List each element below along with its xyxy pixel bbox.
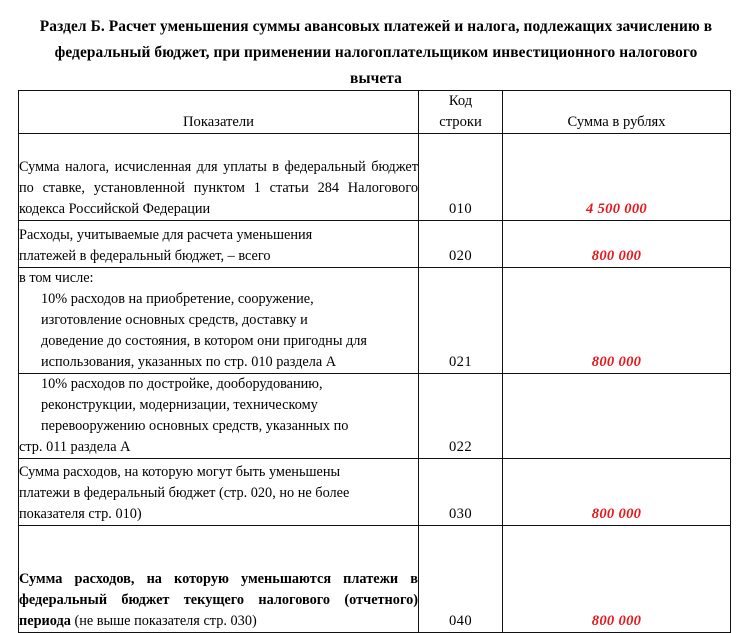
- row-020-text-line2: платежей в федеральный бюджет, – всего: [19, 248, 271, 264]
- row-021-amount: 800 000: [503, 268, 731, 374]
- row-020-text-line1: Расходы, учитываемые для расчета уменьшения: [19, 227, 313, 243]
- row-022-text-line2: реконструкции, модернизации, техническому: [41, 397, 318, 413]
- row-021-indicator: [19, 268, 419, 374]
- row-021-text-line1: 10% расходов на приобретение, сооружение,: [41, 291, 314, 307]
- row-010-amount: 4 500 000: [503, 134, 731, 221]
- row-030-text-line2: платежи в федеральный бюджет (стр. 020, но не более: [19, 485, 350, 501]
- row-021-intro: в том числе:: [19, 270, 94, 286]
- row-021-text-line2: изготовление основных средств, доставку и: [41, 312, 308, 328]
- row-010-indicator: [19, 134, 419, 221]
- row-040-indicator: [19, 526, 419, 633]
- row-010-text: Сумма налога, исчисленная для уплаты в федеральный бюджет по ставке, установленной пунктом 1 статьи 284 Налогового кодекса Российской Федерации: [19, 159, 418, 217]
- row-022-amount: [503, 374, 731, 459]
- table-row: [19, 134, 731, 221]
- row-022-code: 022: [419, 374, 503, 459]
- table-row: [19, 526, 731, 633]
- column-header-amount: Сумма в рублях: [503, 91, 731, 134]
- column-header-code: [419, 91, 503, 134]
- page-title: Раздел Б. Расчет уменьшения суммы авансовых платежей и налога, подлежащих зачислению в федеральный бюджет, при применении налогоплательщиком инвестиционного налогового вычета: [39, 18, 713, 87]
- row-021-text-line4: использования, указанных по стр. 010 раздела А: [41, 354, 337, 370]
- row-030-text-line1: Сумма расходов, на которую могут быть уменьшены: [19, 464, 341, 480]
- row-030-amount: 800 000: [503, 459, 731, 526]
- row-040-text: [19, 569, 418, 632]
- table-row: [19, 268, 731, 374]
- row-021-code: 021: [419, 268, 503, 374]
- row-030-code: 030: [419, 459, 503, 526]
- row-040-amount: 800 000: [503, 526, 731, 633]
- row-010-code: 010: [419, 134, 503, 221]
- row-040-text-regular: (не выше показателя стр. 030): [70, 613, 257, 629]
- column-header-code-line2: строки: [439, 114, 482, 130]
- table-row: [19, 459, 731, 526]
- row-022-indicator: [19, 374, 419, 459]
- column-header-code-line1: Код: [448, 93, 473, 109]
- row-030-text-line3: показателя стр. 010): [19, 506, 142, 522]
- column-header-indicator: Показатели: [19, 91, 419, 134]
- row-030-indicator: [19, 459, 419, 526]
- declaration-table: [18, 90, 731, 633]
- row-040-code: 040: [419, 526, 503, 633]
- declaration-table-wrapper: [18, 90, 730, 633]
- row-022-text-line1: 10% расходов по достройке, дооборудованию,: [41, 376, 323, 392]
- row-020-amount: 800 000: [503, 221, 731, 268]
- row-020-indicator: [19, 221, 419, 268]
- row-022-text-line3: перевооружению основных средств, указанных по: [41, 418, 349, 434]
- row-040-text-bold: Сумма расходов, на которую уменьшаются платежи в федеральный бюджет текущего налогового (отчетного) периода: [19, 571, 418, 629]
- row-022-text-line4: стр. 011 раздела А: [19, 439, 131, 455]
- row-021-text-line3: доведение до состояния, в котором они пригодны для: [41, 333, 367, 349]
- table-row: [19, 374, 731, 459]
- table-row: [19, 221, 731, 268]
- row-020-code: 020: [419, 221, 503, 268]
- table-header-row: [19, 91, 731, 134]
